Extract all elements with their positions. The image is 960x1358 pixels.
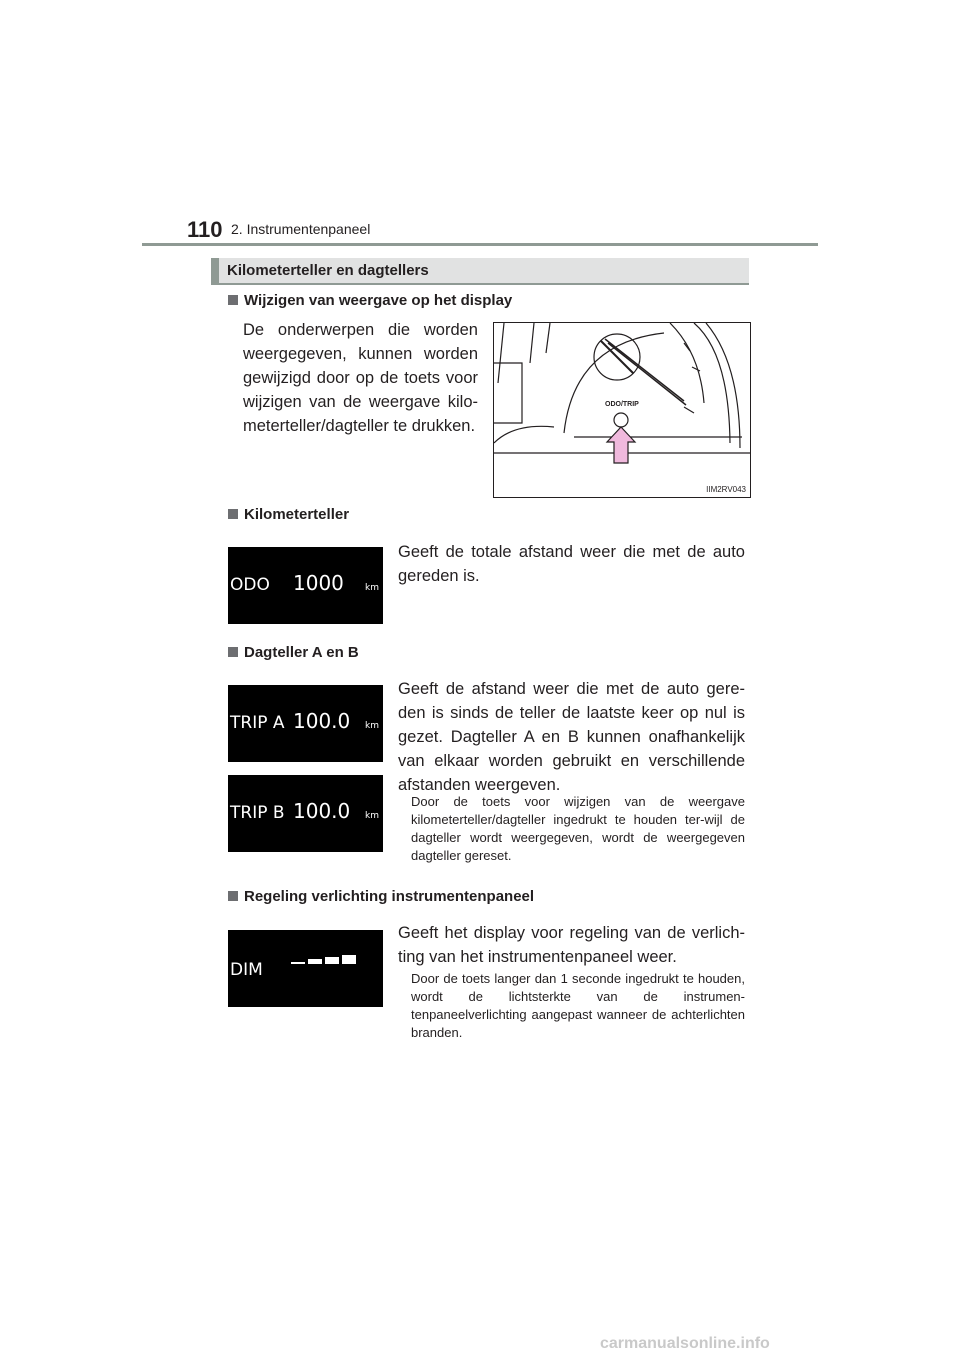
square-bullet-icon bbox=[228, 891, 238, 901]
brightness-bar bbox=[308, 959, 322, 964]
odometer-display bbox=[228, 547, 383, 624]
brightness-bar bbox=[291, 962, 305, 964]
arrow-up-icon bbox=[607, 427, 635, 463]
instrument-cluster-illustration bbox=[494, 323, 750, 497]
page-number: 110 bbox=[187, 217, 223, 242]
brightness-bar bbox=[342, 955, 356, 964]
display-mode-label: TRIP A bbox=[230, 713, 285, 733]
subheading-text: Regeling verlichting instrumentenpaneel bbox=[244, 888, 535, 905]
section-title: Kilometerteller en dagtellers bbox=[227, 262, 429, 279]
square-bullet-icon bbox=[228, 647, 238, 657]
figure-code: IIM2RV043 bbox=[706, 485, 746, 494]
subheading-trip bbox=[228, 644, 359, 661]
display-mode-label: ODO bbox=[230, 575, 270, 595]
odo-trip-button-label: ODO/TRIP bbox=[605, 401, 639, 408]
square-bullet-icon bbox=[228, 295, 238, 305]
subheading-change-display bbox=[228, 292, 512, 309]
subheading-text: Kilometerteller bbox=[244, 506, 350, 523]
trip-a-display bbox=[228, 685, 383, 762]
header-rule bbox=[142, 243, 818, 246]
trip-text: Geeft de afstand weer die met de auto gere-den is sinds de teller de laatste keer op nul is gezet. Dagteller A en B kunnen onafhankelijk van elkaar worden gebruikt en verschillende afstanden weergeven. bbox=[398, 680, 745, 794]
subheading-text: Wijzigen van weergave op het display bbox=[244, 292, 513, 309]
display-value: 100.0 bbox=[293, 799, 351, 823]
display-value: 100.0 bbox=[293, 709, 351, 733]
subheading-text: Dagteller A en B bbox=[244, 644, 359, 661]
odometer-text: Geeft de totale afstand weer die met de auto gereden is. bbox=[398, 543, 745, 585]
display-value: 1000 bbox=[293, 571, 344, 595]
subheading-odometer bbox=[228, 506, 349, 523]
section-bar-accent bbox=[211, 258, 219, 283]
display-mode-label: DIM bbox=[230, 960, 263, 980]
odo-trip-button-figure bbox=[493, 322, 751, 498]
square-bullet-icon bbox=[228, 509, 238, 519]
odo-trip-button bbox=[614, 413, 628, 427]
trip-note: Door de toets voor wijzigen van de weergave kilometerteller/dagteller ingedrukt te houden ter-wijl de dagteller wordt weergegeven, wordt de weergegeven dagteller gereset. bbox=[411, 794, 745, 863]
dimmer-text: Geeft het display voor regeling van de verlich-ting van het instrumentenpaneel weer. bbox=[398, 924, 745, 966]
dimmer-display bbox=[228, 930, 383, 1007]
subheading-dimmer bbox=[228, 888, 534, 905]
change-display-text: De onderwerpen die worden weergegeven, kunnen worden gewijzigd door op de toets voor wijzigen van de weergave kilo-meterteller/dagteller te drukken. bbox=[243, 321, 478, 435]
display-unit: km bbox=[365, 721, 379, 731]
watermark: carmanualsonline.info bbox=[600, 1335, 770, 1352]
section-heading-bar bbox=[211, 258, 749, 285]
chapter-title: 2. Instrumentenpaneel bbox=[231, 221, 371, 237]
display-unit: km bbox=[365, 811, 379, 821]
dimmer-note: Door de toets langer dan 1 seconde ingedrukt te houden, wordt de lichtsterkte van de instrumen-tenpaneelverlichting aangepast wanneer de achterlichten branden. bbox=[411, 971, 745, 1040]
brightness-bar bbox=[325, 957, 339, 964]
display-unit: km bbox=[365, 583, 379, 593]
trip-b-display bbox=[228, 775, 383, 852]
display-mode-label: TRIP B bbox=[230, 803, 285, 823]
